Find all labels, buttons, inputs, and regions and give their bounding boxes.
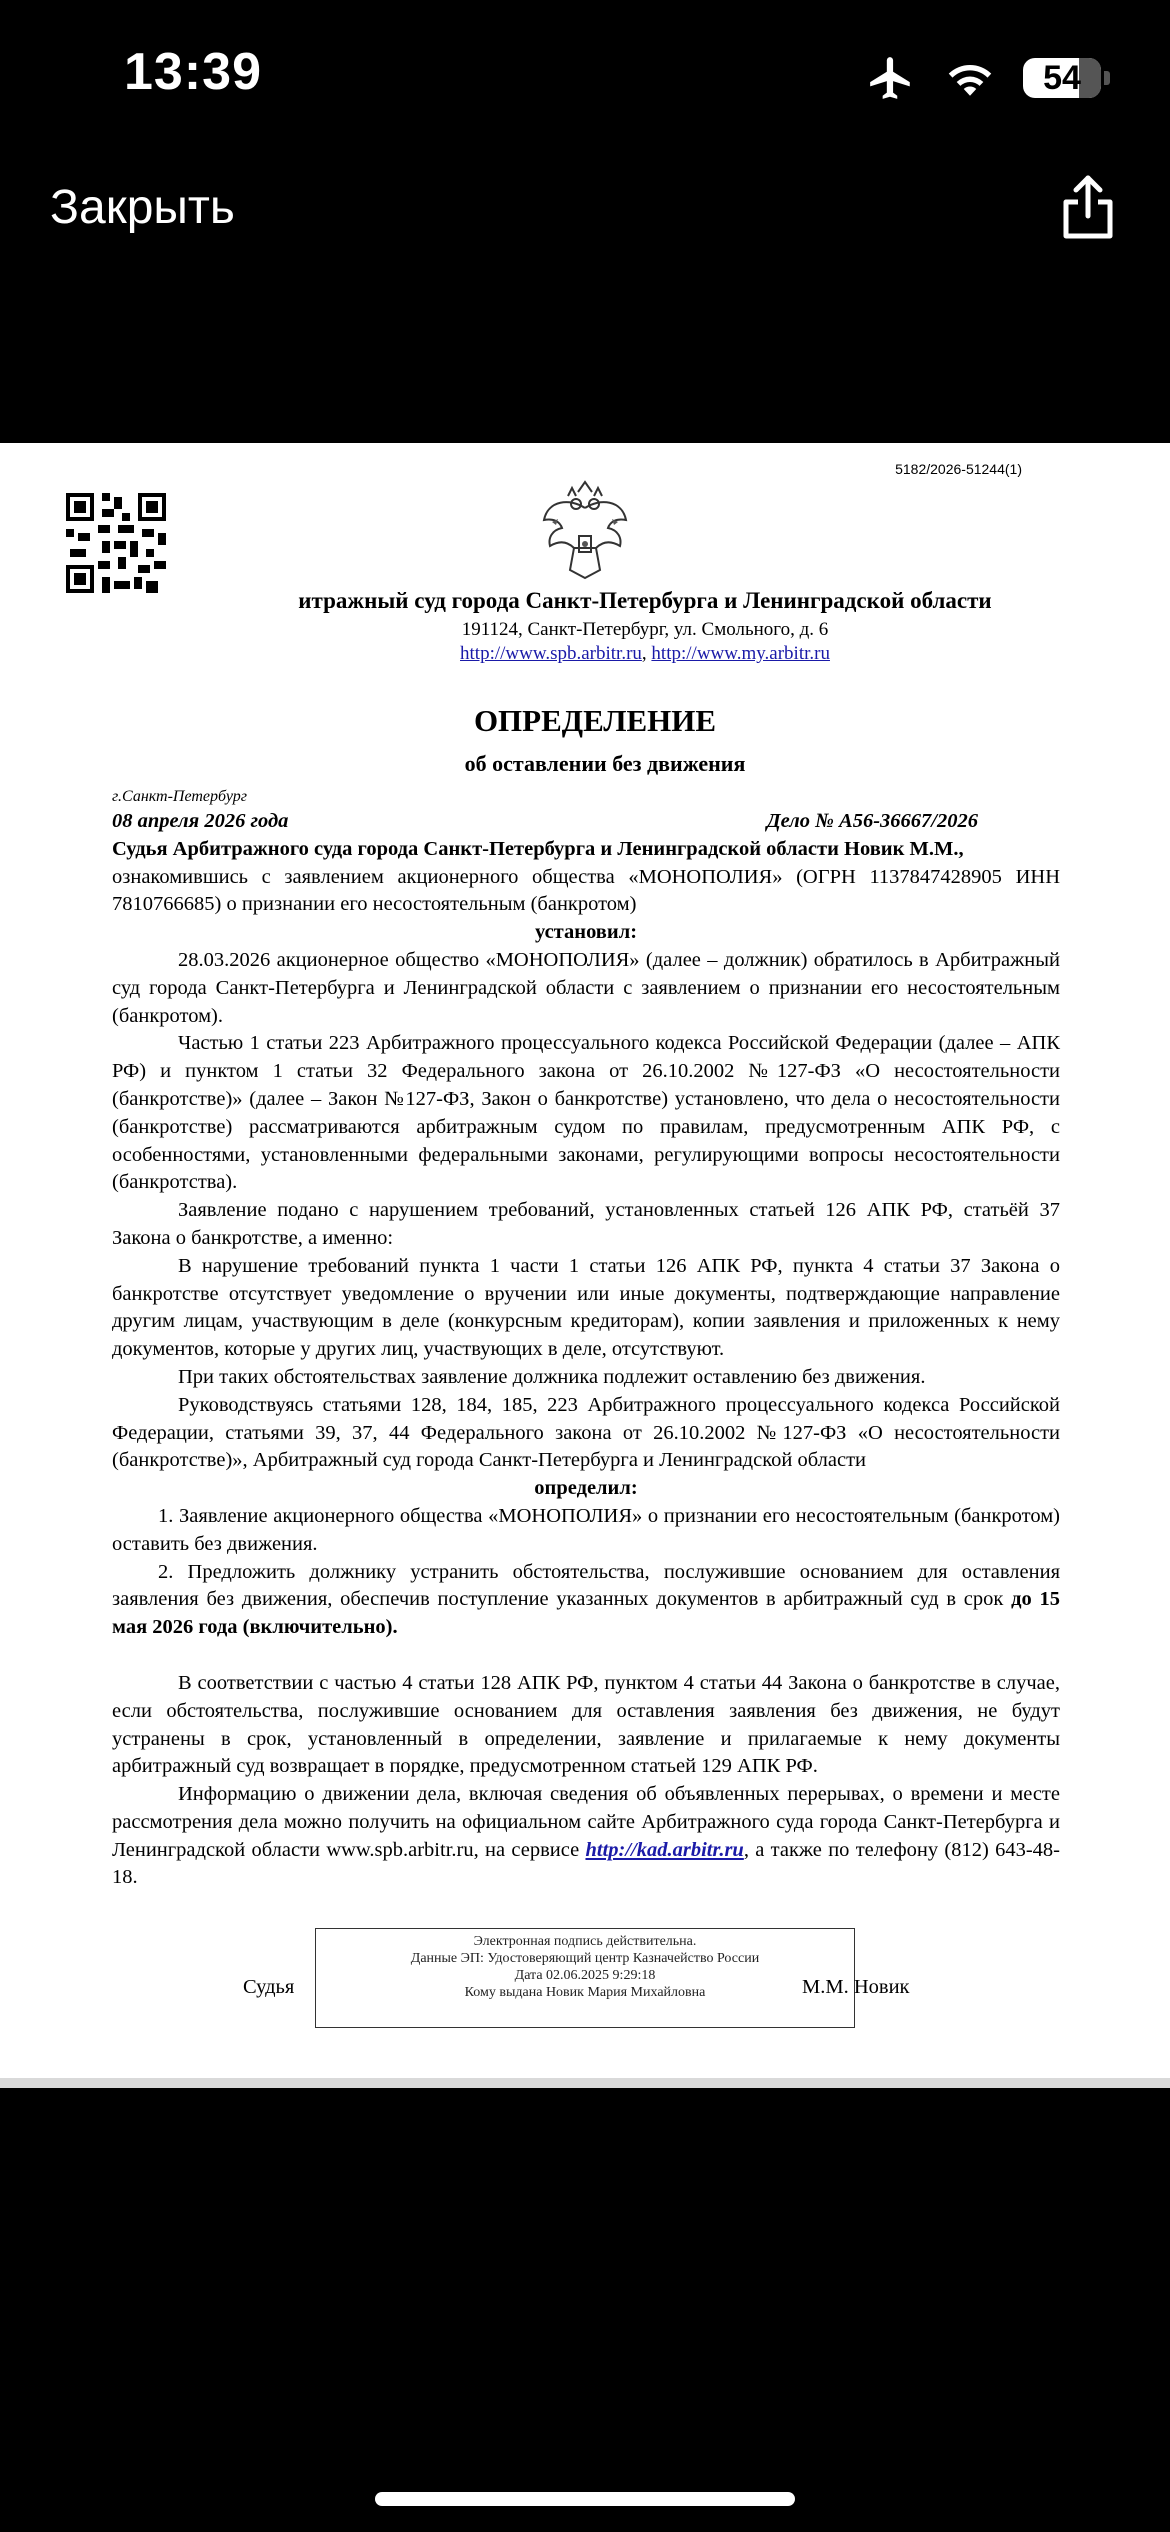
paragraph-9: В соответствии с частью 4 статьи 128 АПК РФ, пунктом 4 статьи 44 Закона о банкротстве в случае, если обстоятельства, послужившие основанием для оставления заявления без движения, не будут устранены в срок, установленный в определении, заявление и прилагаемые к нему документы арбитражный суд возвращает в порядке, предусмотренном статьей 129 АПК РФ. (112, 1671, 1060, 1778)
battery-icon (1023, 58, 1110, 98)
electronic-signature-stamp (315, 1928, 855, 2028)
status-bar (0, 0, 1170, 150)
court-link-1[interactable]: http://www.spb.arbitr.ru (460, 643, 642, 664)
paragraph-acquainted: ознакомившись с заявлением акционерного общества «МОНОПОЛИЯ» (ОГРН 1137847428905 ИНН 7810766685) о признании его несостоятельным (банкротом) (112, 865, 1060, 916)
court-link-2[interactable]: http://www.my.arbitr.ru (651, 643, 830, 664)
document-body (112, 786, 1060, 1892)
stamp-line-3: Дата 02.06.2025 9:29:18 (514, 1968, 656, 1983)
paragraph-6: Руководствуясь статьями 128, 184, 185, 223 Арбитражного процессуального кодекса Российской Федерации, статьями 39, 37, 44 Федерального закона от 26.10.2002 №127-ФЗ «О несостоятельности (банкротстве)», Арбитражный суд города Санкт-Петербурга и Ленинградской области (112, 1393, 1060, 1472)
judge-label: Судья (243, 1976, 295, 1998)
court-link-separator: , (641, 643, 652, 664)
heading-determined: определил: (534, 1477, 638, 1500)
wifi-icon (945, 58, 995, 98)
battery-level: 54 (1043, 59, 1081, 97)
status-icons (865, 50, 1110, 106)
document-date: 08 апреля 2026 года (112, 810, 289, 832)
paragraph-4: В нарушение требований пункта 1 части 1 статьи 126 АПК РФ, пункта 4 статьи 37 Закона о банкротстве отсутствует уведомление о вручении или иные документы, подтверждающие направление другим лицам, участвующим в деле (конкурсным кредиторам), копии заявления и приложенных к нему документов, которые у других лиц, участвующих в деле, отсутствуют. (112, 1254, 1060, 1361)
court-links (60, 643, 1170, 665)
home-indicator[interactable] (375, 2492, 795, 2506)
document-title: ОПРЕДЕЛЕНИЕ (473, 703, 717, 738)
paragraph-5: При таких обстоятельствах заявление должника подлежит оставлению без движения. (178, 1365, 926, 1388)
court-name: итражный суд города Санкт-Петербурга и Ленинградской области (298, 588, 992, 613)
share-icon (1056, 172, 1120, 242)
city: г.Санкт-Петербург (112, 788, 247, 805)
paragraph-7: 1. Заявление акционерного общества «МОНОПОЛИЯ» о признании его несостоятельным (банкротом) оставить без движения. (112, 1504, 1060, 1555)
date-case-row (112, 808, 1060, 836)
paragraph-10-text: Информацию о движении дела, включая сведения об объявленных перерывах, о времени и месте рассмотрения дела можно получить на официальном сайте Арбитражного суда города Санкт-Петербурга и Ленинградской области www.spb.arbitr.ru, на сервисе (112, 1783, 1060, 1861)
paragraph-10-end: , а также по телефону (812) 643-48-18. (112, 1838, 1060, 1889)
status-time: 13:39 (124, 43, 262, 101)
paragraph-10 (112, 1781, 1060, 1892)
stamp-line-2: Данные ЭП: Удостоверяющий центр Казначейство России (410, 1951, 760, 1966)
page-shadow (0, 2078, 1170, 2088)
share-button[interactable] (1056, 172, 1120, 242)
paragraph-3: Заявление подано с нарушением требований, установленных статьей 126 АПК РФ, статьёй 37 Закона о банкротстве, а именно: (112, 1199, 1060, 1249)
paragraph-1: 28.03.2026 акционерное общество «МОНОПОЛИЯ» (далее – должник) обратилось в Арбитражный суд города Санкт-Петербурга и Ленинградской области с заявлением о признании его несостоятельным (банкротом). (112, 948, 1060, 1027)
stamp-line-4: Кому выдана Новик Мария Михайловна (464, 1985, 706, 2000)
document-page[interactable] (0, 443, 1170, 2078)
case-number: Дело № А56-36667/2026 (766, 810, 978, 832)
paragraph-8 (112, 1559, 1060, 1642)
deadline: до 15 мая 2026 года (включительно). (112, 1588, 1060, 1639)
qr-code-icon (66, 493, 166, 593)
paragraph-2: Частью 1 статьи 223 Арбитражного процессуального кодекса Российской Федерации (далее – АПК РФ) и пунктом 1 статьи 32 Федерального закона от 26.10.2002 №127-ФЗ «О несостоятельности (банкротстве)» (далее – Закон №127-ФЗ, Закон о банкротстве) установлено, что дела о несостоятельности (банкротстве) рассматриваются арбитражным судом по правилам, предусмотренным АПК РФ, с особенностями, установленными федеральными законами, регулирующими вопросы несостоятельности (банкротства). (112, 1032, 1060, 1194)
coat-of-arms-icon (540, 478, 630, 583)
nav-bar (0, 150, 1170, 270)
paragraph-8-text: 2. Предложить должнику устранить обстоятельства, послужившие основанием для оставления заявления без движения, обеспечив поступление указанных документов в арбитражный суд в срок (112, 1560, 1060, 1611)
close-button[interactable]: Закрыть (50, 181, 235, 234)
airplane-mode-icon (865, 53, 917, 103)
doc-number: 5182/2026-51244(1) (895, 461, 1022, 477)
heading-established: установил: (534, 921, 638, 944)
stamp-line-1: Электронная подпись действительна. (473, 1934, 697, 1949)
court-address: 191124, Санкт-Петербург, ул. Смольного, д. 6 (461, 619, 829, 640)
judge-signature: М.М. Новик (802, 1976, 910, 1998)
judge-line: Судья Арбитражного суда города Санкт-Петербурга и Ленинградской области Новик М.М., (112, 837, 964, 860)
kad-link[interactable]: http://kad.arbitr.ru (585, 1838, 744, 1861)
document-subtitle: об оставлении без движения (464, 751, 746, 776)
